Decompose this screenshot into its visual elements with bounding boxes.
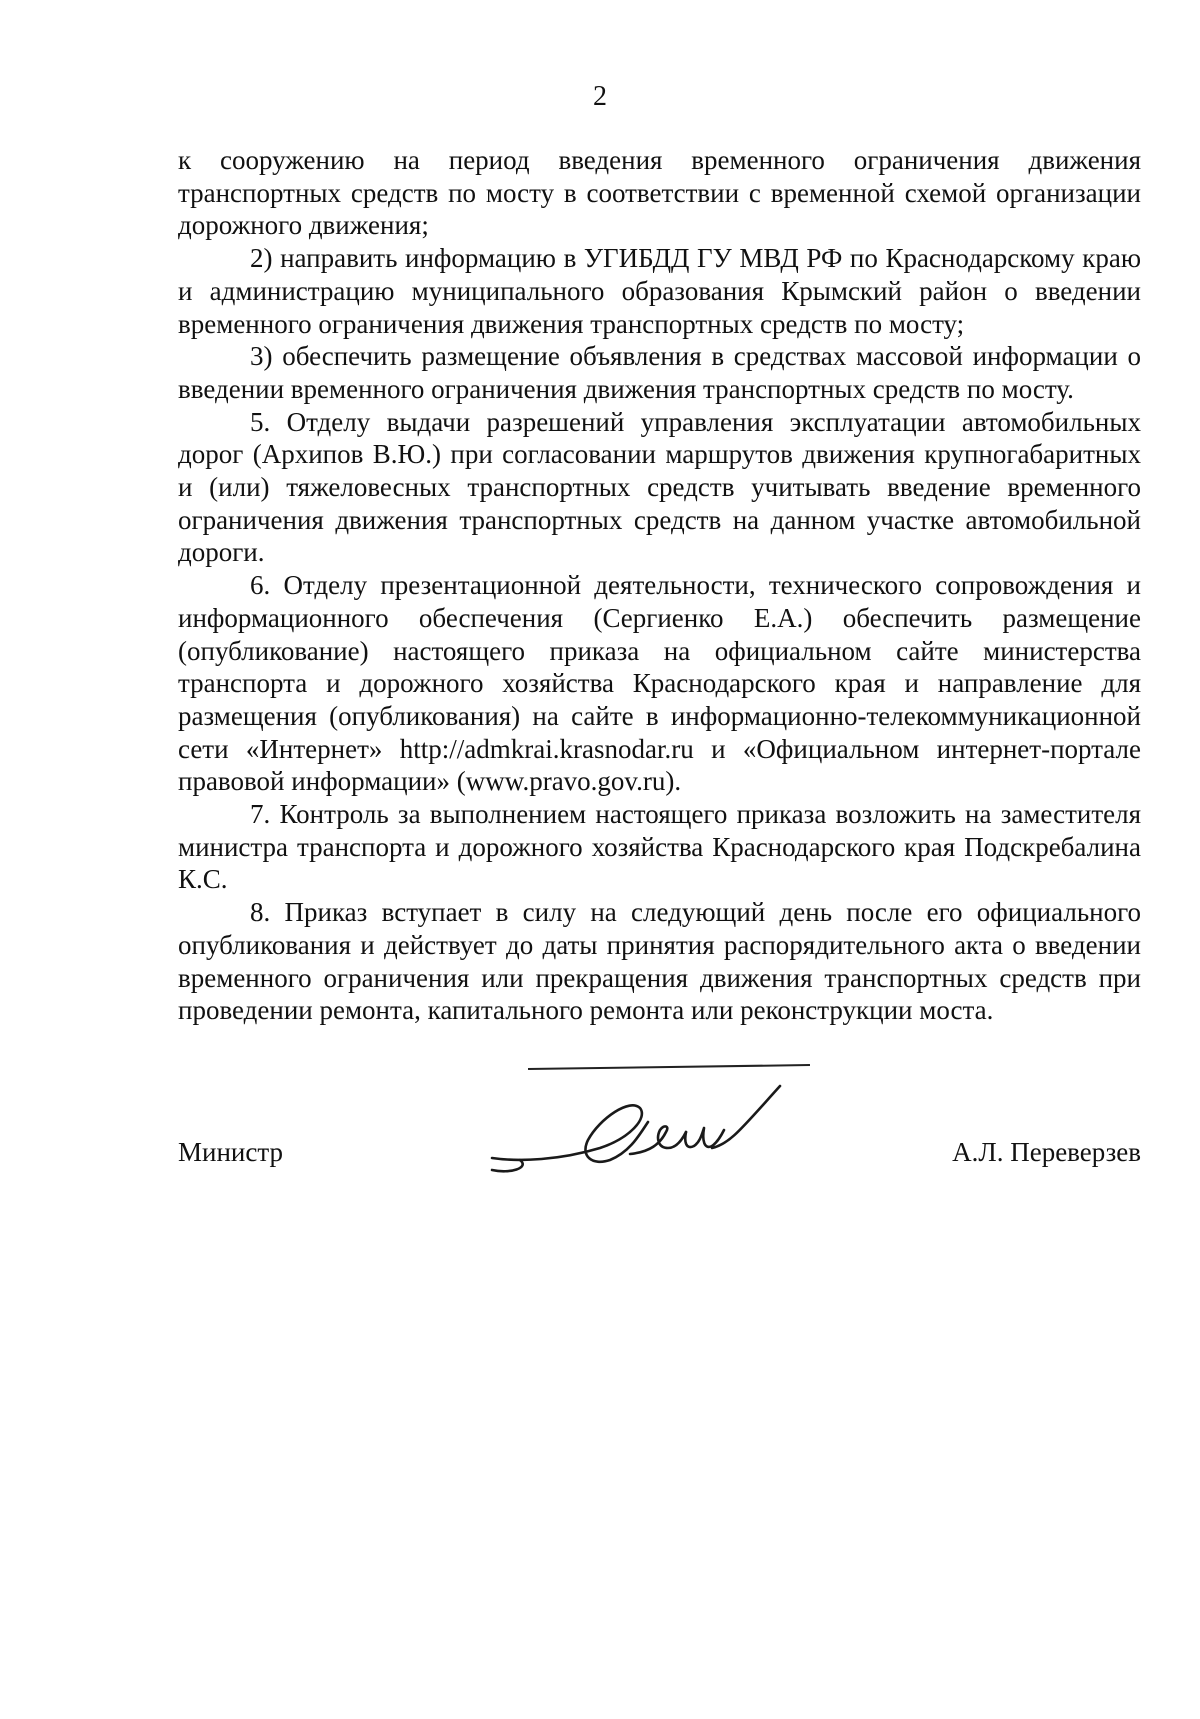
document-body xyxy=(178,144,1141,1027)
paragraph-item-2: 2) направить информацию в УГИБДД ГУ МВД РФ по Краснодарскому краю и администрацию муниципального образования Крымский район о введении временного ограничения движения транспортных средств по мосту; xyxy=(178,243,1141,339)
paragraph-section-6: 6. Отделу презентационной деятельности, технического сопровождения и информационного обеспечения (Сергиенко Е.А.) обеспечить размещение (опубликование) настоящего приказа на официальном сайте министерства транспорта и дорожного хозяйства Краснодарского края и направление для размещения (опубликования) на сайте в информационно-телекоммуникационной сети «Интернет» http://admkrai.krasnodar.ru и «Официальном интернет-портале правовой информации» (www.pravo.gov.ru). xyxy=(178,570,1141,797)
paragraph-continuation: к сооружению на период введения временного ограничения движения транспортных средств по мосту в соответствии с временной схемой организации дорожного движения; xyxy=(178,145,1141,241)
handwritten-signature xyxy=(480,1070,800,1200)
paragraph-section-7: 7. Контроль за выполнением настоящего приказа возложить на заместителя министра транспорта и дорожного хозяйства Краснодарского края Подскребалина К.С. xyxy=(178,799,1141,895)
paragraph-section-8: 8. Приказ вступает в силу на следующий день после его официального опубликования и действует до даты принятия распорядительного акта о введении временного ограничения или прекращения движения транспортных средств при проведении ремонта, капитального ремонта или реконструкции моста. xyxy=(178,897,1141,1026)
page-number: 2 xyxy=(593,81,607,112)
paragraph-item-3: 3) обеспечить размещение объявления в средствах массовой информации о введении временного ограничения движения транспортных средств по мосту. xyxy=(178,341,1141,404)
signatory-name: А.Л. Переверзев xyxy=(952,1137,1141,1167)
signatory-title: Министр xyxy=(178,1137,283,1167)
paragraph-section-5: 5. Отделу выдачи разрешений управления эксплуатации автомобильных дорог (Архипов В.Ю.) при согласовании маршрутов движения крупногабаритных и (или) тяжеловесных транспортных средств учитывать введение временного ограничения движения транспортных средств на данном участке автомобильной дороги. xyxy=(178,406,1141,568)
